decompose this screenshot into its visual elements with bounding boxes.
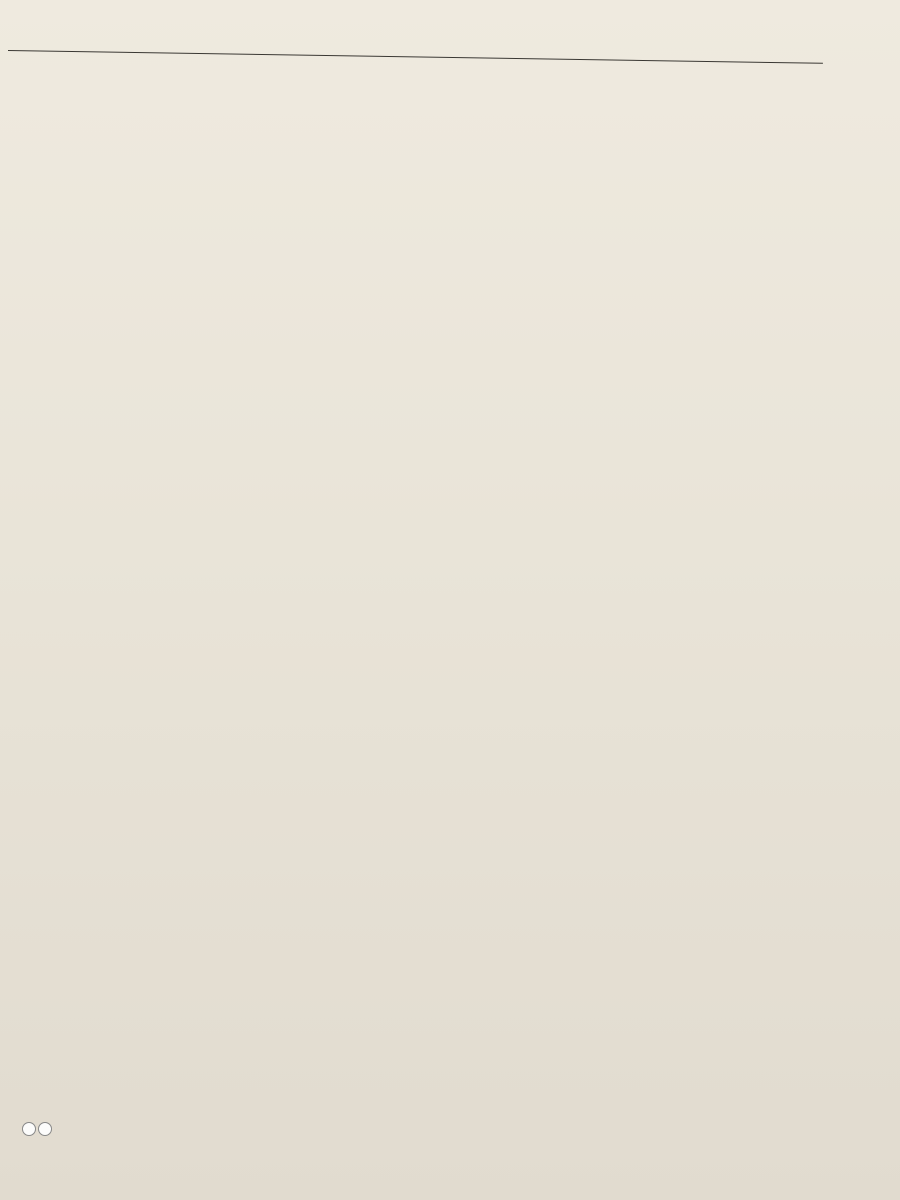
header-rule xyxy=(8,50,823,64)
camera-logo-icon xyxy=(22,1122,54,1141)
